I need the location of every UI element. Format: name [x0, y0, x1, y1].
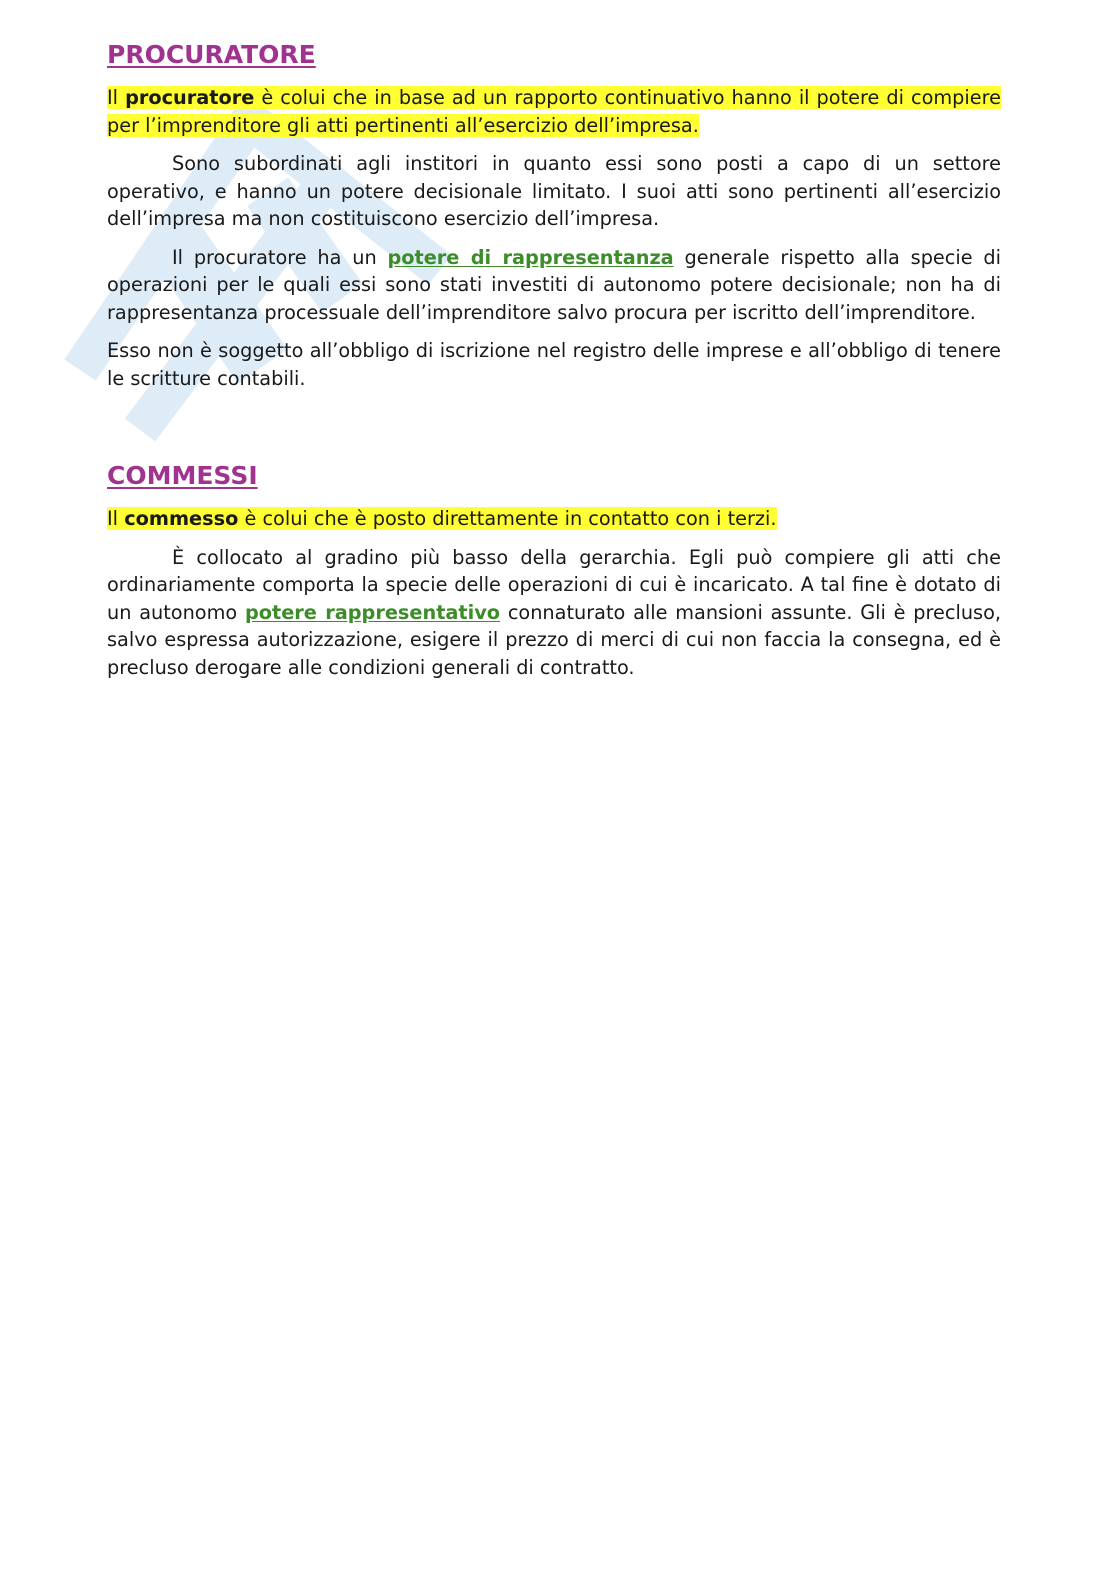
definition-procuratore: [107, 84, 1001, 139]
section-spacer: [107, 403, 1001, 459]
definition-commesso: [107, 505, 1001, 533]
definition-lead: Il: [107, 86, 126, 109]
paragraph-subordinati: Sono subordinati agli institori in quanto essi sono posti a capo di un settore operativo, e hanno un potere decisionale limitato. I suoi atti sono pertinenti all’esercizio dell’impresa ma non costituiscono esercizio dell’impresa.: [107, 152, 1001, 230]
paragraph-gerarchia: [107, 544, 1001, 682]
paragraph-text: È collocato al gradino più basso della gerarchia. Egli può compiere gli atti che ordinariamente comporta la specie delle operazioni di cui è incaricato. A tal fine è dotato di un autonomo: [107, 545, 1001, 624]
key-term-potere-di-rappresentanza: potere di rappresentanza: [387, 245, 674, 269]
definition-term: procuratore: [125, 86, 255, 109]
key-term-potere-rappresentativo: potere rappresentativo: [244, 600, 501, 624]
definition-lead: Il: [107, 507, 125, 530]
document-page: [107, 38, 1001, 692]
paragraph-obbligo: Esso non è soggetto all’obbligo di iscrizione nel registro delle imprese e all’obbligo di tenere le scritture contabili.: [107, 339, 1001, 390]
paragraph-rappresentanza: [107, 244, 1001, 327]
definition-rest: è colui che in base ad un rapporto continuativo hanno il potere di compiere per l’imprenditore gli atti pertinenti all’esercizio dell’impresa.: [107, 86, 1001, 137]
paragraph-text: connaturato alle mansioni assunte. Gli è precluso, salvo espressa autorizzazione, esigere il prezzo di merci di cui non faccia la consegna, ed è precluso derogare alle condizioni generali di contratto.: [107, 600, 1002, 679]
paragraph-text: generale rispetto alla specie di operazioni per le quali essi sono stati investiti di autonomo potere decisionale; non ha di rappresentanza processuale dell’imprenditore salvo procura per iscritto dell’imprenditore.: [107, 245, 1001, 324]
highlighted-definition: [107, 507, 777, 530]
highlighted-definition: [107, 86, 1001, 137]
paragraph-text: Il procuratore ha un: [172, 245, 388, 269]
definition-rest: è colui che è posto direttamente in contatto con i terzi.: [238, 507, 777, 530]
section-title-commessi: COMMESSI: [107, 461, 258, 490]
definition-term: commesso: [124, 507, 239, 530]
section-title-procuratore: PROCURATORE: [107, 40, 316, 69]
